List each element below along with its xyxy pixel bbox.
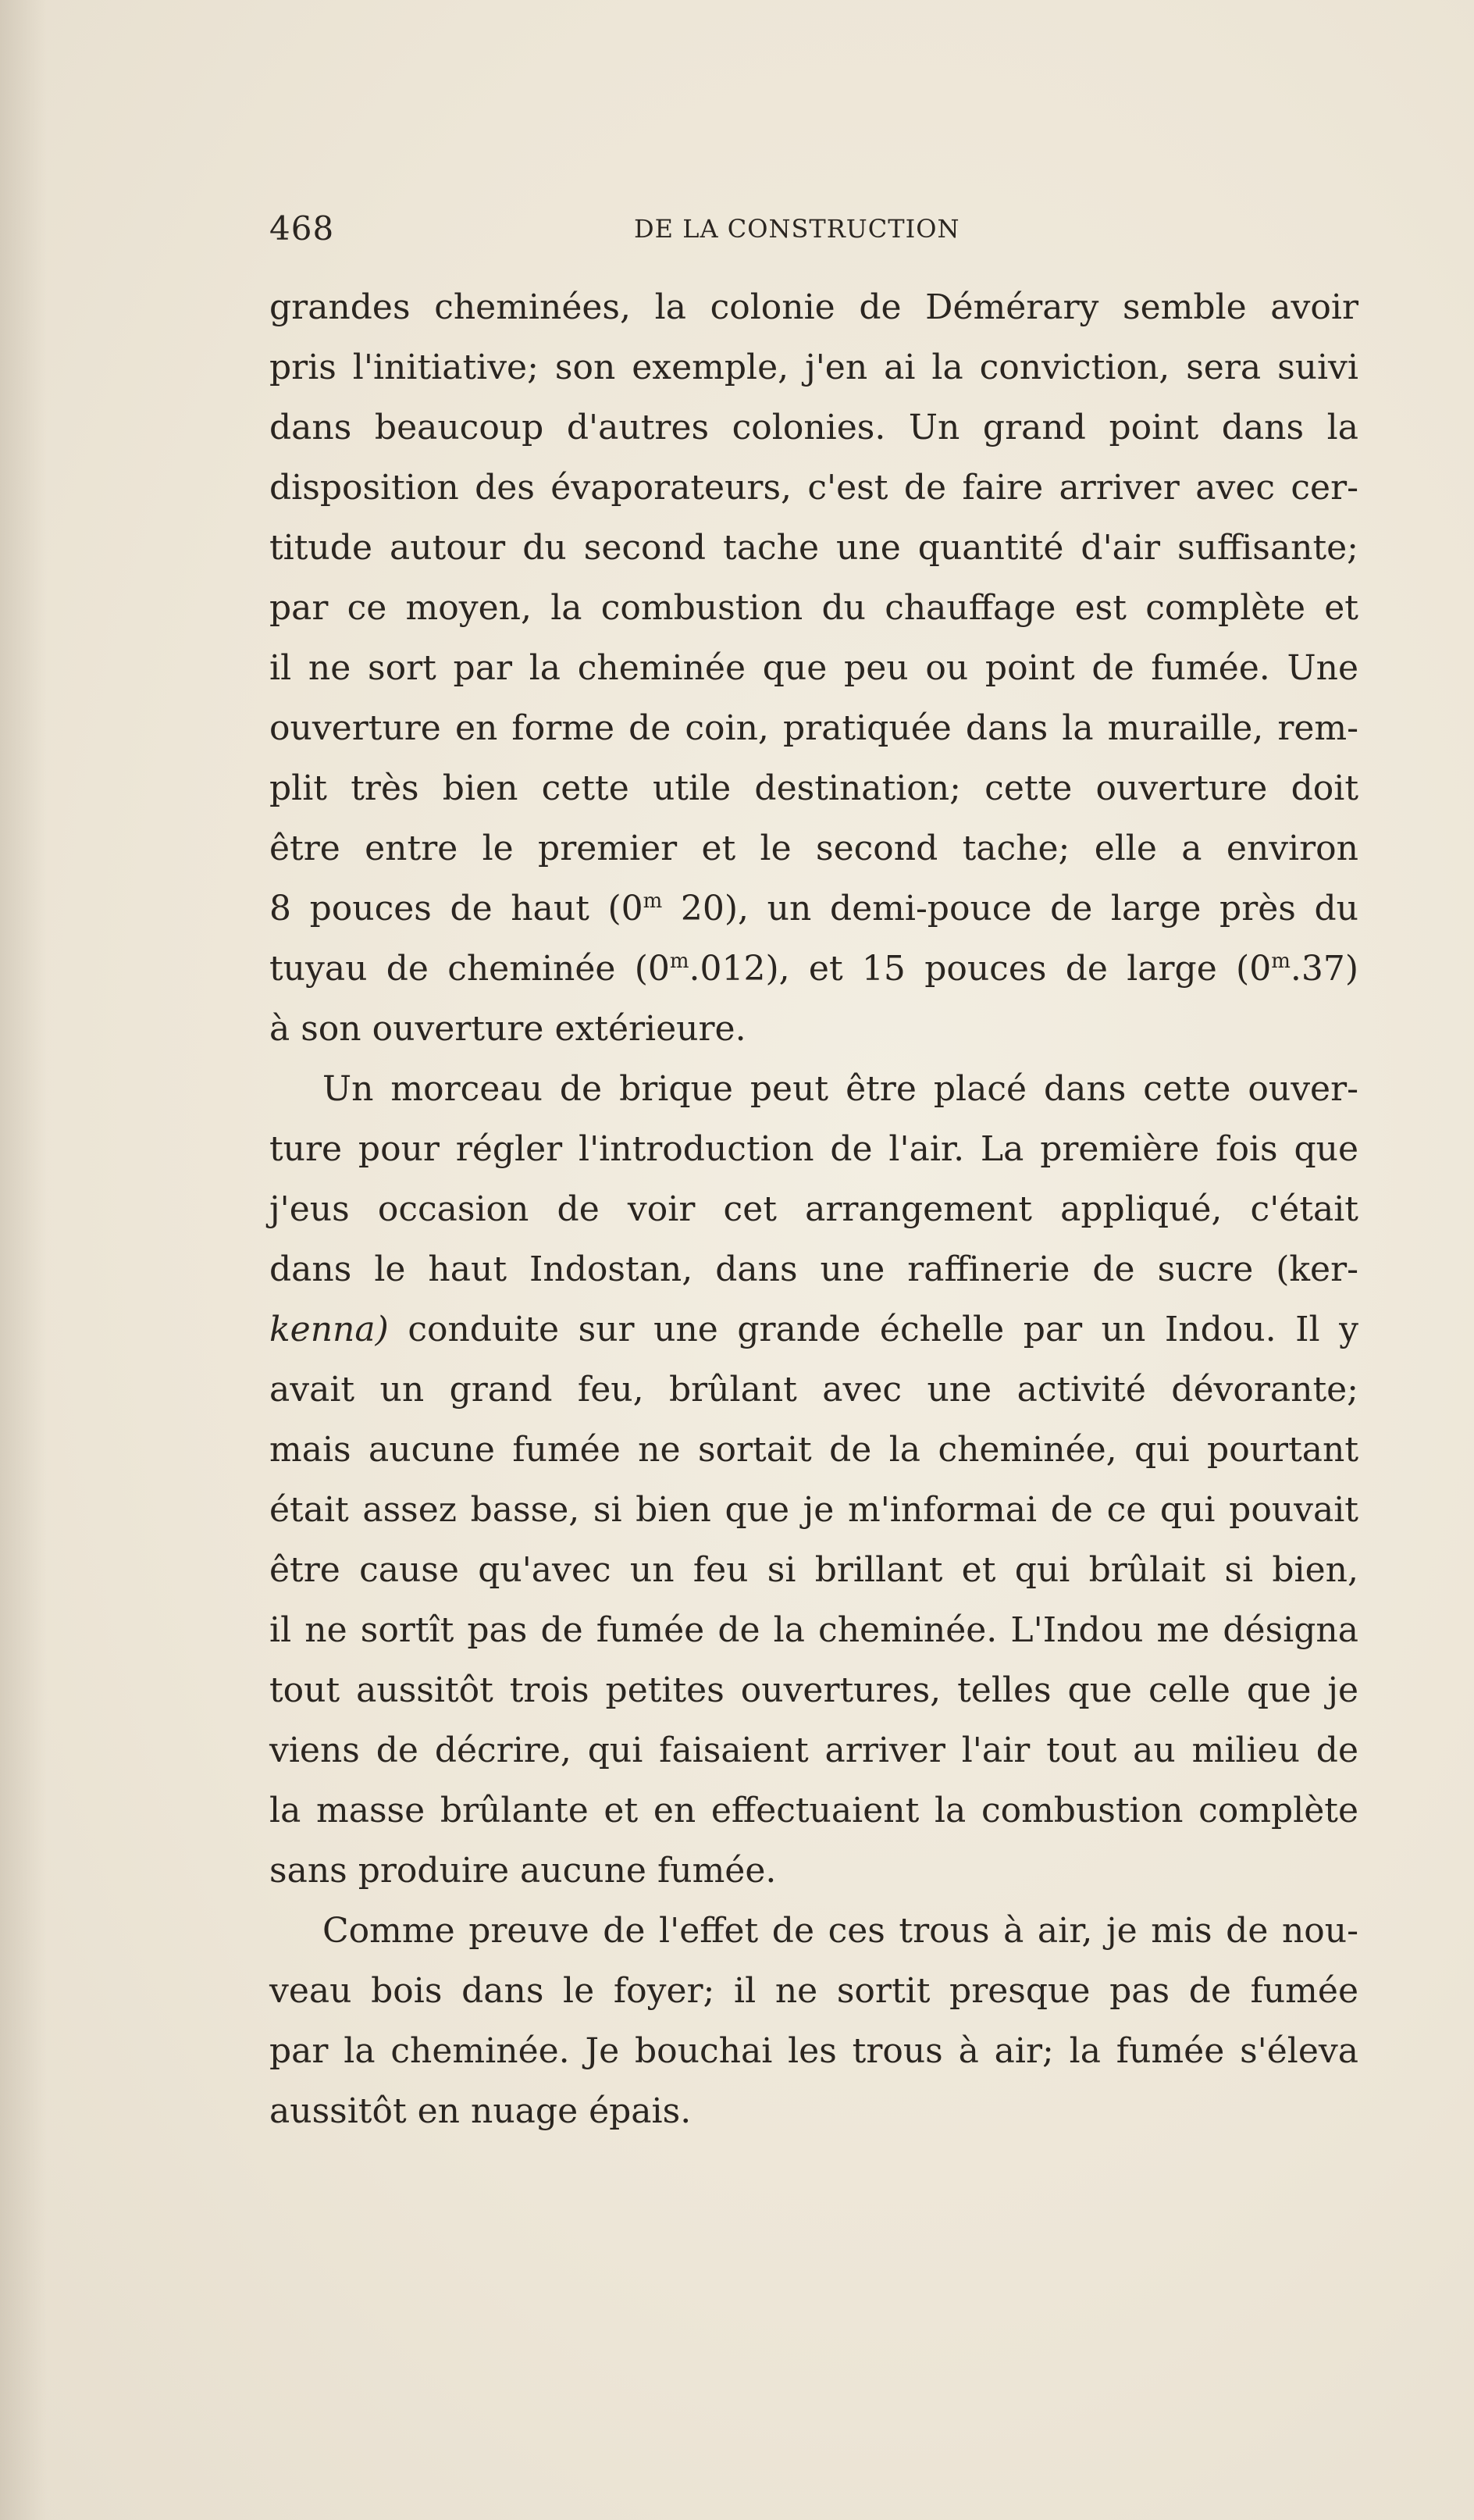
text-fragment: .012), et 15 pouces de large (0 <box>689 949 1272 989</box>
text-line: titude autour du second tache une quantité d'air suffisante; <box>269 528 1358 568</box>
italic-term: kenna) <box>269 1310 389 1349</box>
paragraph-2 <box>269 1059 1358 1901</box>
binding-shadow <box>0 0 47 2520</box>
text-line: tout aussitôt trois petites ouvertures, telles que celle que je <box>269 1670 1358 1710</box>
superscript: m <box>643 889 663 913</box>
text-line: aussitôt en nuage épais. <box>269 2091 692 2131</box>
text-fragment: .37) <box>1290 949 1358 989</box>
paragraph-3 <box>269 1901 1358 2141</box>
text-line: mais aucune fumée ne sortait de la cheminée, qui pourtant <box>269 1430 1358 1470</box>
text-line: ture pour régler l'introduction de l'air. La première fois que <box>269 1129 1358 1169</box>
text-line: il ne sort par la cheminée que peu ou point de fumée. Une <box>269 648 1358 688</box>
text-line: être entre le premier et le second tache; elle a environ <box>269 829 1358 868</box>
text-line: dans beaucoup d'autres colonies. Un grand point dans la <box>269 408 1358 447</box>
text-line: la masse brûlante et en effectuaient la combustion complète <box>269 1791 1358 1830</box>
page-number: 468 <box>269 209 335 248</box>
text-line: être cause qu'avec un feu si brillant et qui brûlait si bien, <box>269 1550 1358 1590</box>
text-line: à son ouverture extérieure. <box>269 1009 746 1049</box>
text-line: disposition des évaporateurs, c'est de faire arriver avec cer- <box>269 468 1358 508</box>
text-line: il ne sortît pas de fumée de la cheminée. L'Indou me désigna <box>269 1610 1358 1650</box>
text-line: par ce moyen, la combustion du chauffage est complète et <box>269 588 1358 628</box>
text-fragment: conduite sur une grande échelle par un Indou. Il y <box>388 1310 1358 1349</box>
text-line: pris l'initiative; son exemple, j'en ai la conviction, sera suivi <box>269 348 1358 387</box>
text-line: Comme preuve de l'effet de ces trous à air, je mis de nou- <box>322 1911 1358 1951</box>
text-line: ouverture en forme de coin, pratiquée dans la muraille, rem- <box>269 708 1358 748</box>
superscript: m <box>1271 950 1291 973</box>
paragraph-1 <box>269 277 1358 1059</box>
text-fragment: tuyau de cheminée (0 <box>269 949 670 989</box>
running-head: DE LA CONSTRUCTION <box>634 214 960 244</box>
text-line: viens de décrire, qui faisaient arriver l'air tout au milieu de <box>269 1730 1358 1770</box>
text-line: par la cheminée. Je bouchai les trous à air; la fumée s'éleva <box>269 2031 1358 2071</box>
page-header <box>269 209 1362 256</box>
text-line: grandes cheminées, la colonie de Démérary semble avoir <box>269 287 1358 327</box>
superscript: m <box>669 950 689 973</box>
text-line: j'eus occasion de voir cet arrangement appliqué, c'était <box>269 1189 1358 1229</box>
text-line <box>269 1299 1358 1360</box>
body-text <box>269 277 1358 2141</box>
text-line-measurements <box>269 879 1358 939</box>
text-line: veau bois dans le foyer; il ne sortit presque pas de fumée <box>269 1971 1358 2011</box>
text-line-measurements <box>269 939 1358 999</box>
text-line: plit très bien cette utile destination; cette ouverture doit <box>269 768 1358 808</box>
text-fragment: 20), un demi-pouce de large près du <box>662 889 1358 929</box>
text-line: dans le haut Indostan, dans une raffinerie de sucre (ker- <box>269 1249 1358 1289</box>
text-line: sans produire aucune fumée. <box>269 1851 777 1891</box>
text-line: avait un grand feu, brûlant avec une activité dévorante; <box>269 1370 1358 1410</box>
text-fragment: 8 pouces de haut (0 <box>269 889 643 929</box>
text-line: était assez basse, si bien que je m'informai de ce qui pouvait <box>269 1490 1358 1530</box>
text-line: Un morceau de brique peut être placé dans cette ouver- <box>322 1069 1358 1109</box>
